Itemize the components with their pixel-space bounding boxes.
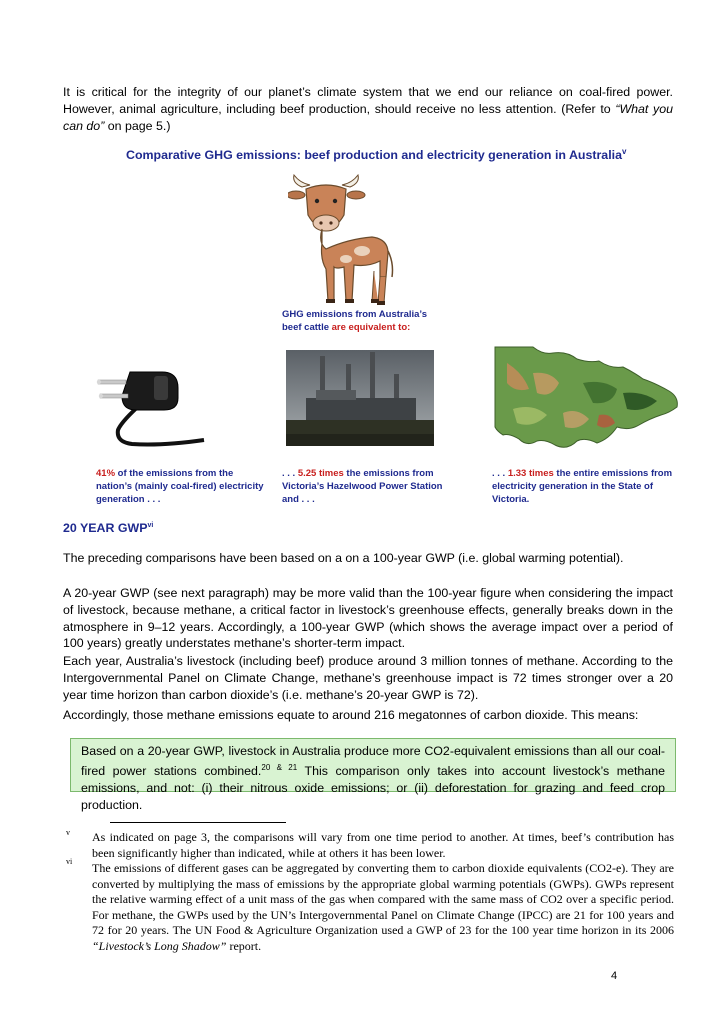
- section-heading: 20 YEAR GWP$^{vi}$: [63, 521, 154, 535]
- paragraph-3: Each year, Australia’s livestock (including beef) produce around 3 million tonnes of methane. According to the Intergovernmental Panel on Climate Change, methane’s greenhouse impact is 72 times stronger over a 20 year time horizon than carbon dioxide’s (i.e. methane’s 20-year GWP is 72).: [63, 654, 673, 702]
- power-station-photo: [286, 350, 434, 446]
- caption-hazelwood: . . . 5.25 times the emissions from Victoria’s Hazelwood Power Station and . . .: [282, 468, 443, 505]
- ghg-label: GHG emissions from Australia’s beef cattle are equivalent to:: [282, 309, 428, 333]
- paragraph-1: The preceding comparisons have been based on a on a 100-year GWP (i.e. global warming potential).: [63, 551, 624, 565]
- footnote-mark: vi: [66, 857, 73, 866]
- intro-paragraph: It is critical for the integrity of our planet’s climate system that we end our reliance on coal-fired power. However, animal agriculture, including beef production, should receive no less attention. (Refer to “What you can do” on page 5.): [63, 85, 673, 133]
- footnote-divider: [110, 822, 286, 823]
- footnote-v: As indicated on page 3, the comparisons will vary from one time period to another. At times, beef’s contribution has been significantly higher than indicated, while at others it has been lower.: [92, 830, 674, 860]
- footnote-mark: v: [66, 828, 70, 837]
- page-number: 4: [611, 970, 618, 982]
- figure-title: Comparative GHG emissions: beef production and electricity generation in Australia$^v$: [126, 147, 627, 163]
- footnote-ref: vi: [147, 521, 154, 529]
- victoria-map: [493, 343, 681, 455]
- caption-coal-electricity: 41% of the emissions from the nation’s (mainly coal-fired) electricity generation . . .: [96, 468, 264, 505]
- power-plug-illustration: [92, 350, 210, 450]
- footnote-vi: The emissions of different gases can be aggregated by converting them to carbon dioxide equivalents (CO2-e). They are converted by multiplying the mass of emissions by the appropriate global warming potentials (GWPs). GWPs represent the relative warming effect of a unit mass of the gas when compared with the same mass of CO2 over a specific period. For methane, the GWPs used by the UN’s Intergovernmental Panel on Climate Change (IPCC) are 21 for 100 years and 72 for 20 years. The UN Food & Agriculture Organization used a GWP of 23 for the 100 year time horizon in its 2006 “Livestock’s Long Shadow” report.: [92, 861, 674, 953]
- footnote-ref: v: [621, 147, 627, 156]
- caption-victoria: . . . 1.33 times the entire emissions from electricity generation in the State of Victoria.: [492, 468, 673, 505]
- cow-illustration: [288, 173, 396, 305]
- footnote-ref: 20 & 21: [261, 762, 298, 772]
- paragraph-4: Accordingly, those methane emissions equate to around 216 megatonnes of carbon dioxide. This means:: [63, 708, 639, 722]
- paragraph-2: A 20-year GWP (see next paragraph) may be more valid than the 100-year figure when considering the impact of livestock, because methane, a critical factor in livestock’s greenhouse effects, generally breaks down in the atmosphere in 9–12 years. Accordingly, a 100-year GWP (which shows the average impact over a period of 100 years) greatly understates methane’s shorter-term impact.: [63, 586, 673, 651]
- callout-box: Based on a 20-year GWP, livestock in Australia produce more CO2-equivalent emissions than all our coal-fired power stations combined.$^{20 \& 21}$ This comparison only takes into account livestock’s methane emissions, and not: (i) their nitrous oxide emissions; or (ii) deforestation for grazing and feed crop production.: [70, 738, 676, 792]
